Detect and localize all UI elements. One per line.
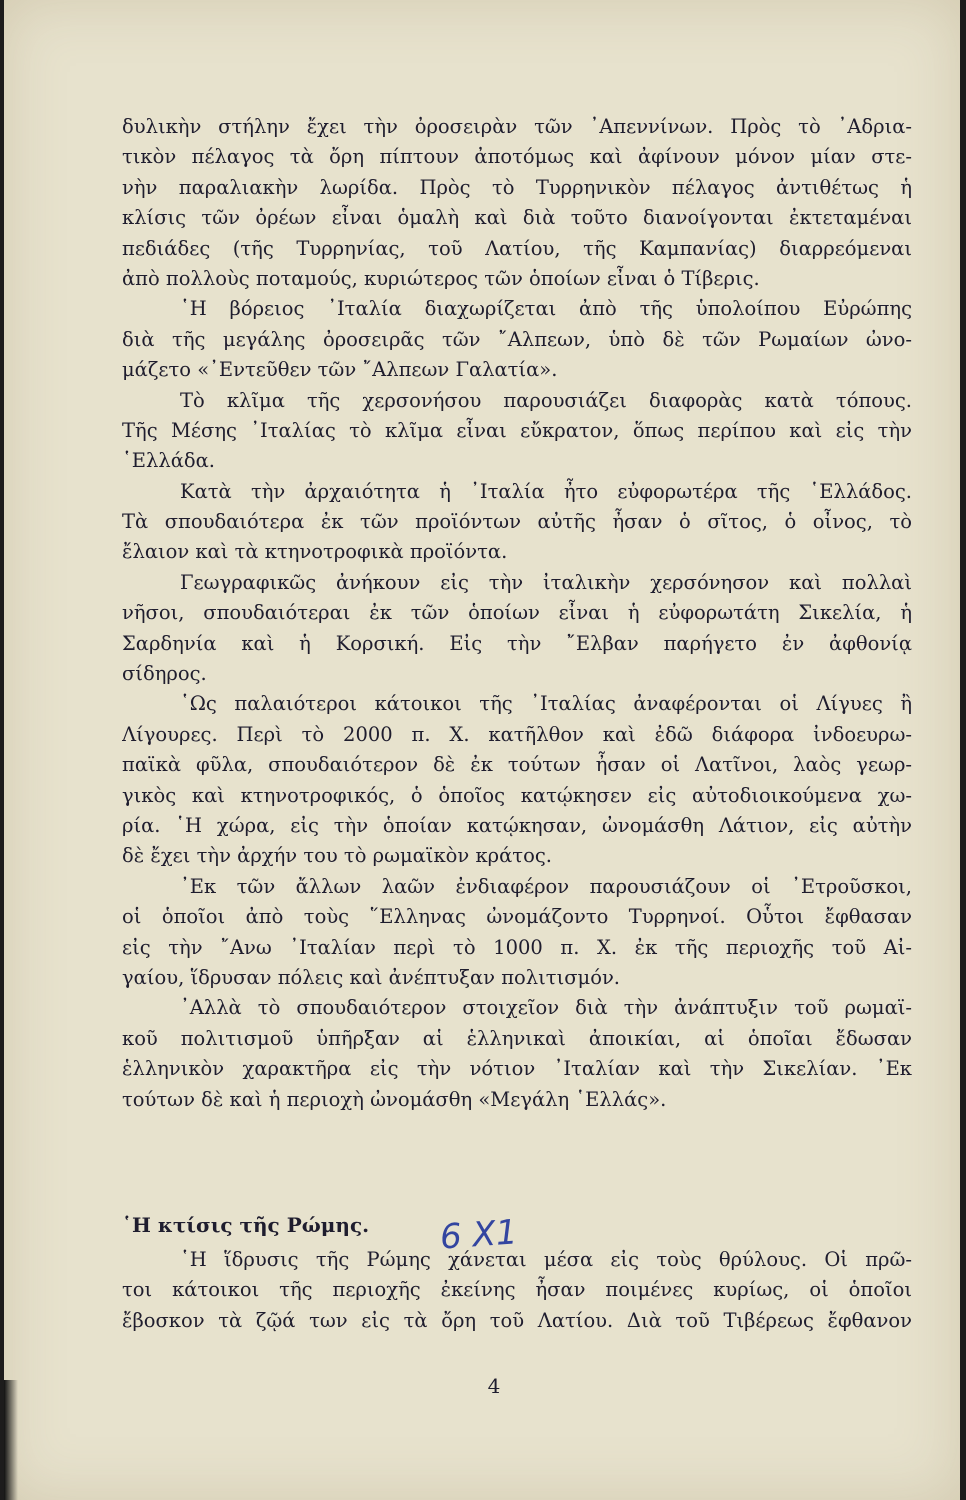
page-edge-shadow bbox=[4, 1380, 18, 1500]
paragraph bbox=[122, 568, 912, 690]
body-text bbox=[122, 112, 912, 1115]
paragraph bbox=[122, 477, 912, 568]
text-line: γαίου, ἵδρυσαν πόλεις καὶ ἀνέπτυξαν πολιτισμόν. bbox=[122, 965, 620, 989]
text-line: τοι κάτοικοι τῆς περιοχῆς ἐκείνης ἦσαν ποιμένες κυρίως, οἱ ὁποῖοι bbox=[122, 1278, 912, 1302]
text-line: ῾Η βόρειος ᾿Ιταλία διαχωρίζεται ἀπὸ τῆς ὑπολοίπου Εὐρώπης bbox=[180, 297, 912, 321]
paragraph bbox=[122, 112, 912, 294]
final-paragraph bbox=[122, 1245, 912, 1336]
text-line: τούτων δὲ καὶ ἡ περιοχὴ ὠνομάσθη «Μεγάλη ῾Ελλάς». bbox=[122, 1087, 667, 1111]
text-line: Κατὰ τὴν ἀρχαιότητα ἡ ᾿Ιταλία ἦτο εὐφορωτέρα τῆς ῾Ελλάδος. bbox=[180, 479, 912, 503]
paragraph bbox=[122, 993, 912, 1115]
handwritten-note: 6 Χ1 bbox=[438, 1212, 519, 1258]
text-line: Τὰ σπουδαιότερα ἐκ τῶν προϊόντων αὐτῆς ἦσαν ὁ σῖτος, ὁ οἶνος, τὸ bbox=[122, 510, 912, 534]
text-line: Τῆς Μέσης ᾿Ιταλίας τὸ κλῖμα εἶναι εὔκρατον, ὅπως περίπου καὶ εἰς τὴν bbox=[122, 418, 912, 442]
text-line: πεδιάδες (τῆς Τυρρηνίας, τοῦ Λατίου, τῆς Καμπανίας) διαρρεόμεναι bbox=[122, 236, 912, 260]
text-line: νὴν παραλιακὴν λωρίδα. Πρὸς τὸ Τυρρηνικὸν πέλαγος ἀντιθέτως ἡ bbox=[122, 175, 912, 199]
paragraph bbox=[122, 689, 912, 871]
section-heading: ῾Η κτίσις τῆς Ρώμης. bbox=[122, 1213, 370, 1237]
text-line: κλίσις τῶν ὀρέων εἶναι ὁμαλὴ καὶ διὰ τοῦτο διανοίγονται ἐκτεταμέναι bbox=[122, 206, 912, 230]
text-line: παϊκὰ φῦλα, σπουδαιότερον δὲ ἐκ τούτων ἦσαν οἱ Λατῖνοι, λαὸς γεωρ- bbox=[122, 753, 912, 777]
text-line: γικὸς καὶ κτηνοτροφικός, ὁ ὁποῖος κατῴκησεν εἰς αὐτοδιοικούμενα χω- bbox=[122, 783, 912, 807]
text-line: διὰ τῆς μεγάλης ὀροσειρᾶς τῶν ῎Αλπεων, ὑπὸ δὲ τῶν Ρωμαίων ὠνο- bbox=[122, 327, 912, 351]
text-line: ῾Ως παλαιότεροι κάτοικοι τῆς ᾿Ιταλίας ἀναφέρονται οἱ Λίγυες ἢ bbox=[180, 692, 912, 716]
text-line: σίδηρος. bbox=[122, 662, 207, 686]
text-line: ῾Η ἵδρυσις τῆς Ρώμης χάνεται μέσα εἰς τοὺς θρύλους. Οἱ πρῶ- bbox=[180, 1248, 912, 1271]
text-line: κοῦ πολιτισμοῦ ὑπῆρξαν αἱ ἑλληνικαὶ ἀποικίαι, αἱ ὁποῖαι ἔδωσαν bbox=[122, 1026, 912, 1050]
text-line: τικὸν πέλαγος τὰ ὄρη πίπτουν ἀποτόμως καὶ ἀφίνουν μόνον μίαν στε- bbox=[122, 145, 912, 169]
paragraph bbox=[122, 294, 912, 385]
text-line: Τὸ κλῖμα τῆς χερσονήσου παρουσιάζει διαφορὰς κατὰ τόπους. bbox=[180, 388, 912, 412]
text-line: ᾿Αλλὰ τὸ σπουδαιότερον στοιχεῖον διὰ τὴν ἀνάπτυξιν τοῦ ρωμαϊ- bbox=[180, 996, 912, 1020]
text-line: νῆσοι, σπουδαιότεραι ἐκ τῶν ὁποίων εἶναι ἡ εὐφορωτάτη Σικελία, ἡ bbox=[122, 601, 912, 625]
text-line: δὲ ἔχει τὴν ἀρχήν του τὸ ρωμαϊκὸν κράτος. bbox=[122, 844, 552, 868]
page-number: 4 bbox=[487, 1374, 501, 1398]
text-line: ἔλαιον καὶ τὰ κτηνοτροφικὰ προϊόντα. bbox=[122, 540, 508, 564]
text-line: Σαρδηνία καὶ ἡ Κορσική. Εἰς τὴν ῎Ελβαν παρήγετο ἐν ἀφθονίᾳ bbox=[122, 631, 912, 655]
text-line: Λίγουρες. Περὶ τὸ 2000 π. Χ. κατῆλθον καὶ ἐδῶ διάφορα ἰνδοευρω- bbox=[122, 722, 912, 746]
text-line: εἰς τὴν ῎Ανω ᾿Ιταλίαν περὶ τὸ 1000 π. Χ. ἐκ τῆς περιοχῆς τοῦ Αἰ- bbox=[122, 935, 912, 959]
text-line: μάζετο «᾿Εντεῦθεν τῶν ῎Αλπεων Γαλατία». bbox=[122, 358, 558, 382]
paragraph bbox=[122, 386, 912, 477]
text-line: ῾Ελλάδα. bbox=[122, 449, 215, 473]
text-line: Γεωγραφικῶς ἀνήκουν εἰς τὴν ἰταλικὴν χερσόνησον καὶ πολλαὶ bbox=[180, 570, 912, 594]
text-line: ρία. ῾Η χώρα, εἰς τὴν ὁποίαν κατῴκησαν, ὠνομάσθη Λάτιον, εἰς αὐτὴν bbox=[122, 813, 912, 837]
text-line: ἀπὸ πολλοὺς ποταμούς, κυριώτερος τῶν ὁποίων εἶναι ὁ Τίβερις. bbox=[122, 266, 760, 290]
book-page bbox=[4, 0, 960, 1500]
text-line: ᾿Εκ τῶν ἄλλων λαῶν ἐνδιαφέρον παρουσιάζουν οἱ ᾿Ετροῦσκοι, bbox=[180, 874, 912, 898]
text-line: δυλικὴν στήλην ἔχει τὴν ὀροσειρὰν τῶν ᾿Απεννίνων. Πρὸς τὸ ᾿Αδρια- bbox=[122, 115, 912, 138]
text-line: ἑλληνικὸν χαρακτῆρα εἰς τὴν νότιον ᾿Ιταλίαν καὶ τὴν Σικελίαν. ᾿Εκ bbox=[122, 1057, 912, 1081]
text-line: ἔβοσκον τὰ ζῷά των εἰς τὰ ὄρη τοῦ Λατίου. Διὰ τοῦ Τιβέρεως ἔφθανον bbox=[122, 1308, 912, 1332]
text-line: οἱ ὁποῖοι ἀπὸ τοὺς ῞Ελληνας ὠνομάζοντο Τυρρηνοί. Οὗτοι ἔφθασαν bbox=[122, 905, 912, 929]
paragraph bbox=[122, 872, 912, 994]
